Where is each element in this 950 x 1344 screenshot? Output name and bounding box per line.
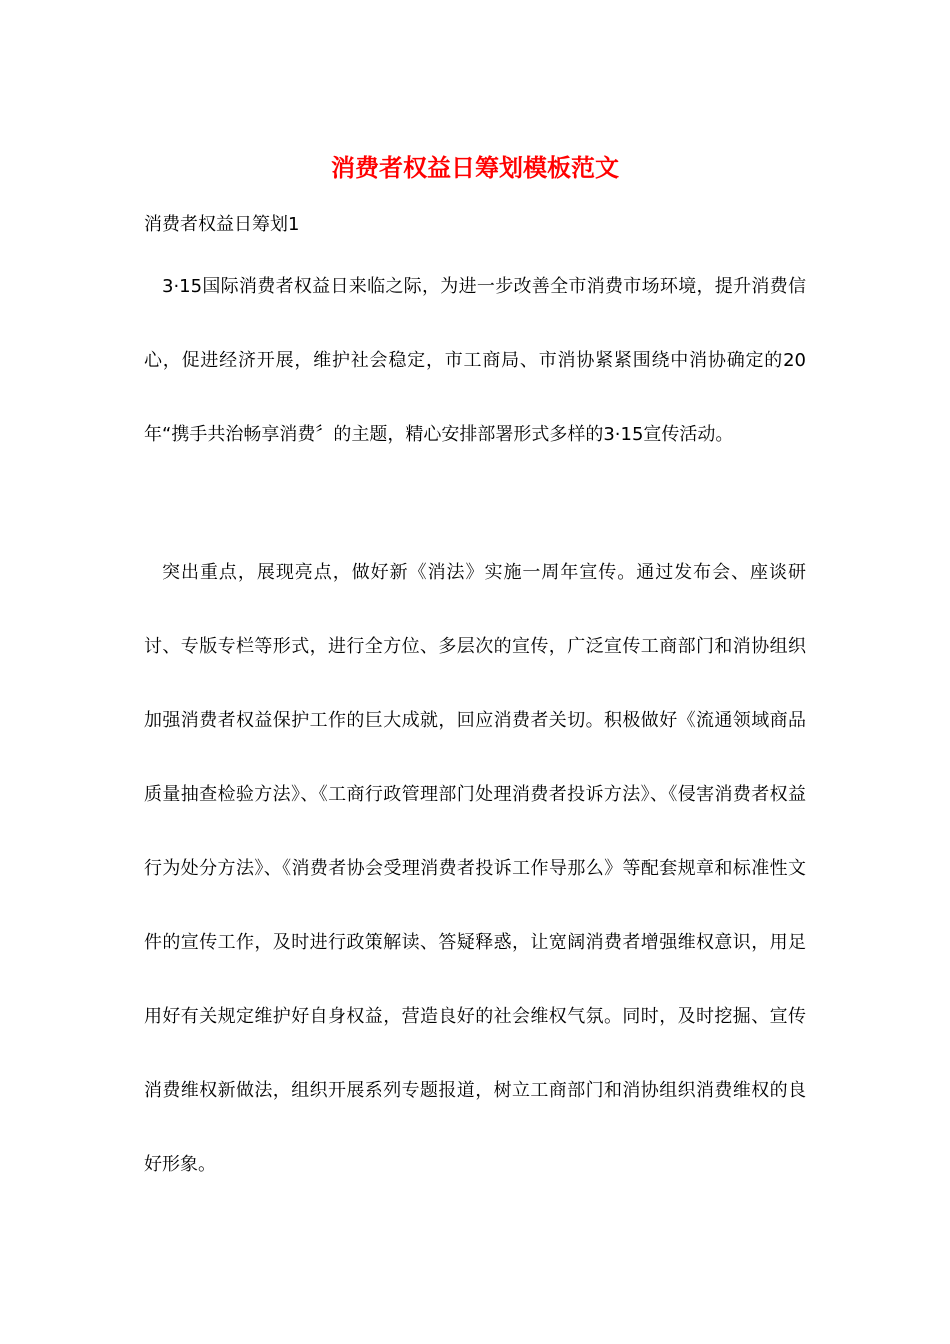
document-title: 消费者权益日筹划模板范文 xyxy=(331,154,619,182)
body-paragraph-1: 3·15国际消费者权益日来临之际，为进一步改善全市消费市场环境，提升消费信心，促进经济开展，维护社会稳定，市工商局、市消协紧紧围绕中消协确定的20年“携手共治畅享消费〞的主题，精心安排部署形式多样的3·15宣传活动。 xyxy=(144,276,806,445)
body-paragraph-2: 突出重点，展现亮点，做好新《消法》实施一周年宣传。通过发布会、座谈研讨、专版专栏等形式，进行全方位、多层次的宣传，广泛宣传工商部门和消协组织加强消费者权益保护工作的巨大成就，回应消费者关切。积极做好《流通领域商品质量抽查检验方法》、《工商行政管理部门处理消费者投诉方法》、《侵害消费者权益行为处分方法》、《消费者协会受理消费者投诉工作导那么》等配套规章和标准性文件的宣传工作，及时进行政策解读、答疑释惑，让宽阔消费者增强维权意识，用足用好有关规定维护好自身权益，营造良好的社会维权气氛。同时，及时挖掘、宣传消费维权新做法，组织开展系列专题报道，树立工商部门和消协组织消费维权的良好形象。 xyxy=(144,562,806,1175)
section-heading: 消费者权益日筹划1 xyxy=(144,214,300,235)
